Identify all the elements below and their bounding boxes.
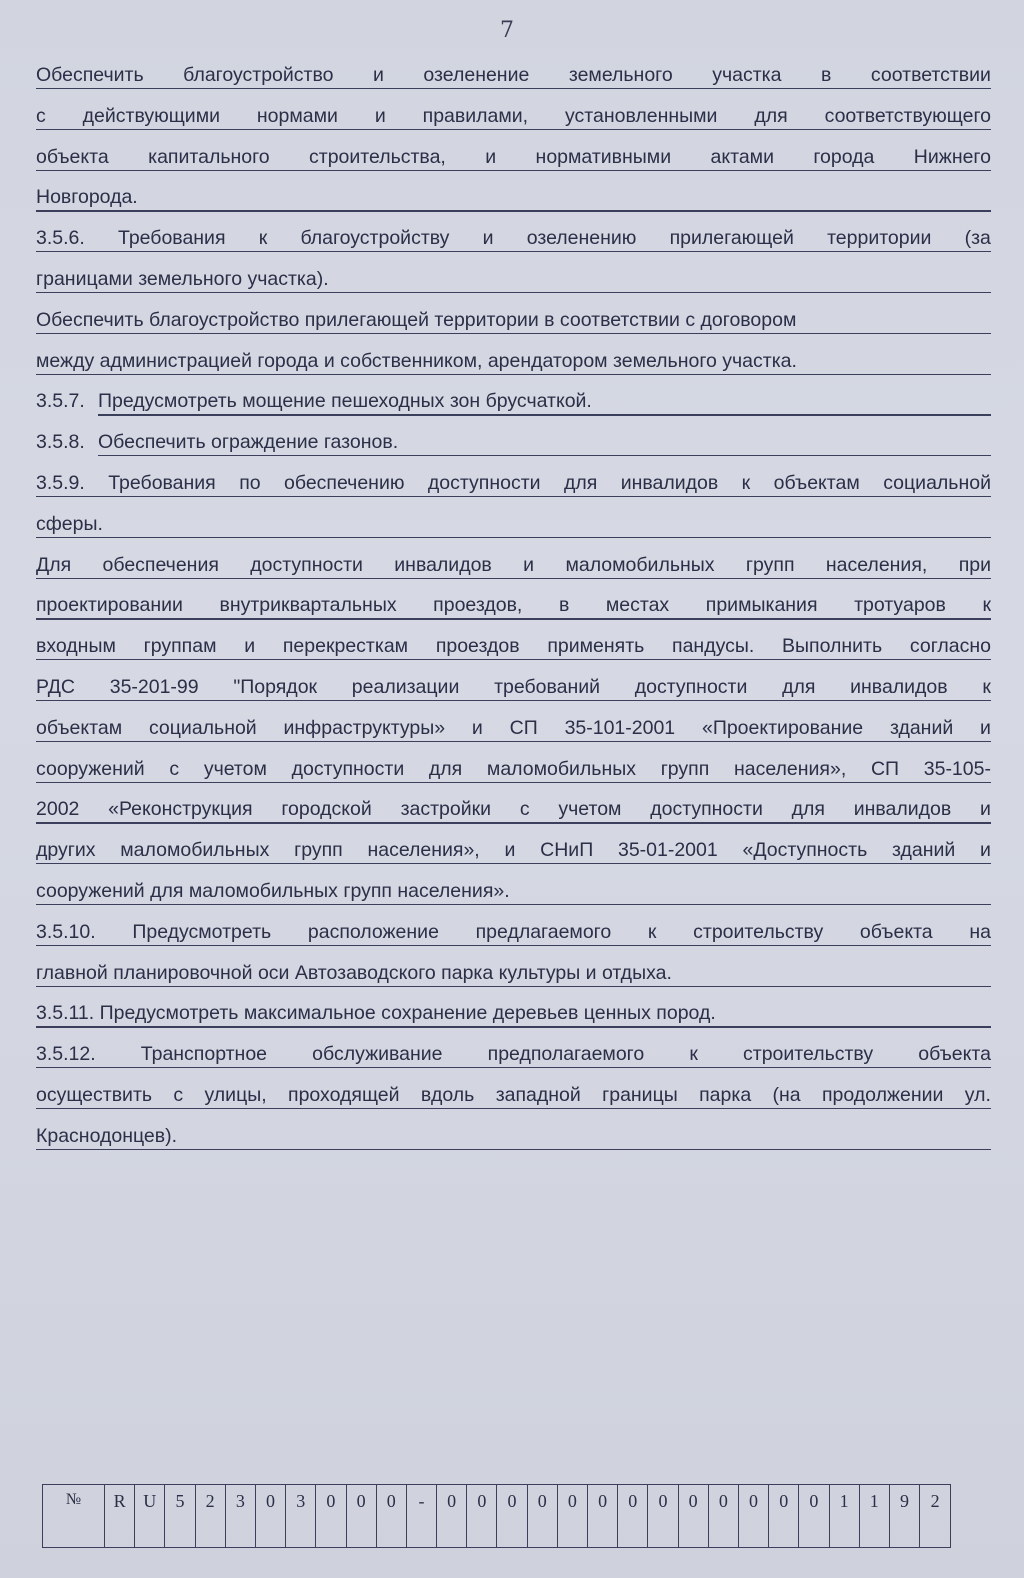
document-line <box>36 756 991 797</box>
line-word: маломобильных <box>565 553 715 576</box>
document-line <box>36 225 991 266</box>
line-word: проходящей <box>288 1083 400 1106</box>
line-word: Требования <box>108 471 216 494</box>
line-word: к <box>258 227 268 250</box>
line-word: инвалидов <box>620 471 719 494</box>
line-word: пандусы. <box>672 635 755 658</box>
line-word: вдоль <box>420 1083 475 1106</box>
line-word: парка <box>699 1083 752 1106</box>
document-line <box>36 470 991 511</box>
registration-digit: 0 <box>648 1485 678 1547</box>
registration-digit: 0 <box>588 1485 618 1547</box>
line-word: 35-101-2001 <box>564 716 676 739</box>
line-word: 3.5.10. <box>36 920 96 943</box>
registration-digit: 0 <box>467 1485 497 1547</box>
line-word: 3.5.6. <box>36 227 85 250</box>
line-word: при <box>958 553 991 576</box>
line-word: установленными <box>565 104 718 127</box>
registration-digit: 9 <box>890 1485 920 1547</box>
line-word: 3.5.9. <box>36 471 85 494</box>
line-word: групп <box>660 757 710 780</box>
registration-digit: 0 <box>437 1485 467 1547</box>
line-word: и <box>485 145 497 168</box>
line-word: ул. <box>964 1083 991 1106</box>
line-word: Обеспечить <box>36 64 144 86</box>
line-word: примыкания <box>705 594 818 617</box>
line-word: строительству <box>693 920 824 943</box>
line-word: входным <box>36 635 116 658</box>
document-line <box>36 1082 991 1123</box>
registration-digit: 0 <box>679 1485 709 1547</box>
line-word: 2002 <box>36 798 80 821</box>
line-word: предполагаемого <box>487 1043 645 1066</box>
line-word: "Порядок <box>233 675 318 698</box>
document-line <box>36 1123 991 1164</box>
line-word: Обеспечить благоустройство прилегающей территории в соответствии с договором <box>36 308 797 331</box>
line-word: маломобильных <box>486 757 636 780</box>
line-word: и <box>504 839 516 862</box>
document-line <box>36 307 991 348</box>
line-word: согласно <box>909 635 991 658</box>
line-word: Краснодонцев). <box>36 1124 178 1147</box>
line-word: объекта <box>36 145 109 168</box>
line-word: и <box>980 716 991 739</box>
registration-digit: 0 <box>558 1485 588 1547</box>
line-word: в <box>821 64 832 86</box>
registration-digit: 0 <box>347 1485 377 1547</box>
registration-digit: 3 <box>226 1485 256 1547</box>
line-word: застройки <box>400 798 492 821</box>
line-word: по <box>239 471 261 494</box>
document-line <box>36 919 991 960</box>
document-line <box>36 552 991 593</box>
line-word: земельного <box>568 64 673 86</box>
line-word: доступности <box>650 798 763 821</box>
line-word: сферы. <box>36 512 103 535</box>
registration-digit: R <box>105 1485 135 1547</box>
line-word: и <box>374 104 386 127</box>
registration-digit: 0 <box>739 1485 769 1547</box>
line-word: Выполнить <box>782 635 883 658</box>
line-word: и <box>244 635 256 658</box>
line-word: Нижнего <box>913 145 991 168</box>
line-word: правилами, <box>422 104 529 127</box>
line-word: объектам <box>36 716 123 739</box>
line-word: инвалидов <box>850 675 948 698</box>
line-word: местах <box>605 594 670 617</box>
line-word: группам <box>143 635 217 658</box>
document-line <box>36 388 991 429</box>
registration-digit: 0 <box>256 1485 286 1547</box>
line-word: расположение <box>307 920 439 943</box>
document-body <box>36 62 991 1164</box>
registration-digit: 0 <box>799 1485 829 1547</box>
line-word: проездов, <box>433 594 523 617</box>
line-word: учетом <box>203 757 267 780</box>
line-word: внутриквартальных <box>219 594 397 617</box>
line-word: перекресткам <box>282 635 409 658</box>
line-word: зданий <box>892 839 956 862</box>
document-line <box>36 184 991 225</box>
line-word: проездов <box>435 635 520 658</box>
line-word: соответствии <box>870 64 991 86</box>
line-word: соответствующего <box>824 104 991 127</box>
document-line <box>36 796 991 837</box>
line-word: групп <box>294 839 343 862</box>
line-word: доступности <box>250 553 363 576</box>
line-word: благоустройству <box>300 227 450 250</box>
line-word: для <box>428 757 463 780</box>
line-word: маломобильных <box>120 839 270 862</box>
line-word: населения», <box>367 839 480 862</box>
line-word: 35-201-99 <box>109 675 199 698</box>
line-word: (за <box>964 227 991 250</box>
line-word: границы <box>602 1083 678 1106</box>
line-word: учетом <box>558 798 622 821</box>
line-word: продолжении <box>821 1083 944 1106</box>
line-word: РДС <box>36 675 75 698</box>
line-word: населения, <box>825 553 928 576</box>
line-word: и <box>471 716 483 739</box>
line-word: «Доступность <box>742 839 868 862</box>
registration-digit: 0 <box>618 1485 648 1547</box>
line-word: Для <box>36 553 72 576</box>
line-word: (на <box>772 1083 801 1106</box>
line-word: сооружений <box>36 757 145 780</box>
line-word: с <box>173 1083 184 1106</box>
document-line <box>36 144 991 185</box>
document-line <box>36 674 991 715</box>
line-word: групп <box>745 553 795 576</box>
document-line <box>36 511 991 552</box>
line-word: для <box>754 104 788 127</box>
registration-digit: 2 <box>930 1491 940 1511</box>
document-line <box>36 62 991 103</box>
line-word: и <box>482 227 494 250</box>
line-word: 3.5.12. <box>36 1043 96 1066</box>
line-word: к <box>741 471 751 494</box>
line-word: городской <box>281 798 372 821</box>
document-line <box>36 266 991 307</box>
line-word: улицы, <box>204 1083 267 1106</box>
line-word: озеленение <box>423 64 530 86</box>
line-word: доступности <box>291 757 405 780</box>
registration-digit: 0 <box>709 1485 739 1547</box>
line-word: социальной <box>148 716 257 739</box>
line-word: объекта <box>918 1043 991 1066</box>
page-number: 7 <box>500 18 514 43</box>
line-word: тротуаров <box>854 594 946 617</box>
document-line <box>36 1041 991 1082</box>
line-word: СП <box>870 757 900 780</box>
document-line <box>36 633 991 674</box>
line-word: инвалидов <box>853 798 952 821</box>
line-word: на <box>969 920 991 943</box>
registration-digit: 5 <box>165 1485 195 1547</box>
line-word: применять <box>547 635 645 658</box>
line-word: с <box>519 798 530 821</box>
document-line <box>36 1000 991 1041</box>
line-word: с <box>169 757 180 780</box>
line-word: нормативными <box>535 145 672 168</box>
line-word: к <box>647 920 657 943</box>
line-word: между администрацией города и собственником, арендатором земельного участка. <box>36 349 797 372</box>
line-word: доступности <box>634 675 748 698</box>
document-line <box>36 715 991 756</box>
line-word: и <box>372 64 384 86</box>
line-word: зданий <box>889 716 954 739</box>
document-line <box>36 103 991 144</box>
line-word: сооружений для маломобильных групп населения». <box>36 879 510 902</box>
line-word: для <box>563 471 598 494</box>
line-word: Требования <box>118 227 226 250</box>
line-word: границами земельного участка). <box>36 267 329 290</box>
line-word: СП <box>509 716 538 739</box>
line-word: СНиП <box>540 839 594 862</box>
registration-digit: 3 <box>286 1485 316 1547</box>
line-word: обслуживание <box>312 1043 443 1066</box>
line-word: осуществить <box>36 1083 153 1106</box>
registration-number-box <box>42 1484 951 1548</box>
clause-number: 3.5.8. <box>36 431 85 454</box>
line-word: к <box>982 594 991 617</box>
line-word: инвалидов <box>394 553 492 576</box>
line-word: участка <box>712 64 782 86</box>
line-word: строительству <box>743 1043 874 1066</box>
line-word: с <box>36 104 46 127</box>
line-word: прилегающей <box>669 227 794 250</box>
line-word: 35-105- <box>923 757 991 780</box>
registration-digit: 0 <box>497 1485 527 1547</box>
line-word: других <box>36 839 96 862</box>
line-word: западной <box>495 1083 581 1106</box>
document-line <box>36 429 991 470</box>
document-line <box>36 837 991 878</box>
line-word: благоустройство <box>183 64 334 86</box>
document-line <box>36 592 991 633</box>
line-word: объекта <box>859 920 933 943</box>
registration-digit: 0 <box>316 1485 346 1547</box>
clause-text: Предусмотреть мощение пешеходных зон брусчаткой. <box>98 390 592 413</box>
line-word: «Проектирование <box>701 716 864 739</box>
line-word: инфраструктуры» <box>283 716 446 739</box>
line-word: 35-01-2001 <box>617 839 718 862</box>
line-word: Предусмотреть <box>132 920 272 943</box>
clause-number: 3.5.7. <box>36 390 85 413</box>
line-word: озеленению <box>526 227 637 250</box>
line-word: доступности <box>427 471 541 494</box>
line-word: в <box>558 594 570 617</box>
document-line <box>36 878 991 919</box>
line-word: обеспечения <box>102 553 219 576</box>
line-word: объектам <box>773 471 860 494</box>
line-word: населения», <box>733 757 847 780</box>
line-word: главной планировочной оси Автозаводского парка культуры и отдыха. <box>36 961 672 984</box>
line-word: территории <box>827 227 932 250</box>
clause-text: Обеспечить ограждение газонов. <box>98 431 399 454</box>
line-word: «Реконструкция <box>108 798 253 821</box>
document-line <box>36 348 991 389</box>
registration-digit: 0 <box>377 1485 407 1547</box>
line-word: Новгорода. <box>36 186 138 209</box>
line-word: города <box>813 145 875 168</box>
line-word: и <box>980 798 991 821</box>
registration-digit: 0 <box>769 1485 799 1547</box>
registration-digit: U <box>135 1485 165 1547</box>
line-word: к <box>982 675 991 698</box>
line-word: капитального <box>148 145 270 168</box>
line-word: строительства, <box>309 145 446 168</box>
line-word: для <box>791 798 825 821</box>
line-word: социальной <box>883 471 991 494</box>
line-word: обеспечению <box>284 471 405 494</box>
line-word: действующими <box>82 104 220 127</box>
line-word: для <box>782 675 816 698</box>
line-word: проектировании <box>36 594 183 617</box>
registration-prefix: № <box>43 1485 105 1547</box>
line-word: и <box>980 839 991 862</box>
registration-digit: 1 <box>860 1485 890 1547</box>
line-word: требований <box>494 675 601 698</box>
line-word: Транспортное <box>140 1043 268 1066</box>
registration-digit: 1 <box>830 1485 860 1547</box>
registration-digit: 2 <box>196 1485 226 1547</box>
document-line <box>36 960 991 1001</box>
line-word: к <box>689 1043 698 1066</box>
line-word: и <box>523 553 535 576</box>
registration-digit: - <box>407 1485 437 1547</box>
line-word: реализации <box>351 675 460 698</box>
line-word: 3.5.11. Предусмотреть максимальное сохранение деревьев ценных пород. <box>36 1002 716 1025</box>
registration-digit: 0 <box>528 1485 558 1547</box>
line-word: актами <box>710 145 774 168</box>
line-word: предлагаемого <box>475 920 612 943</box>
line-word: нормами <box>256 104 338 127</box>
